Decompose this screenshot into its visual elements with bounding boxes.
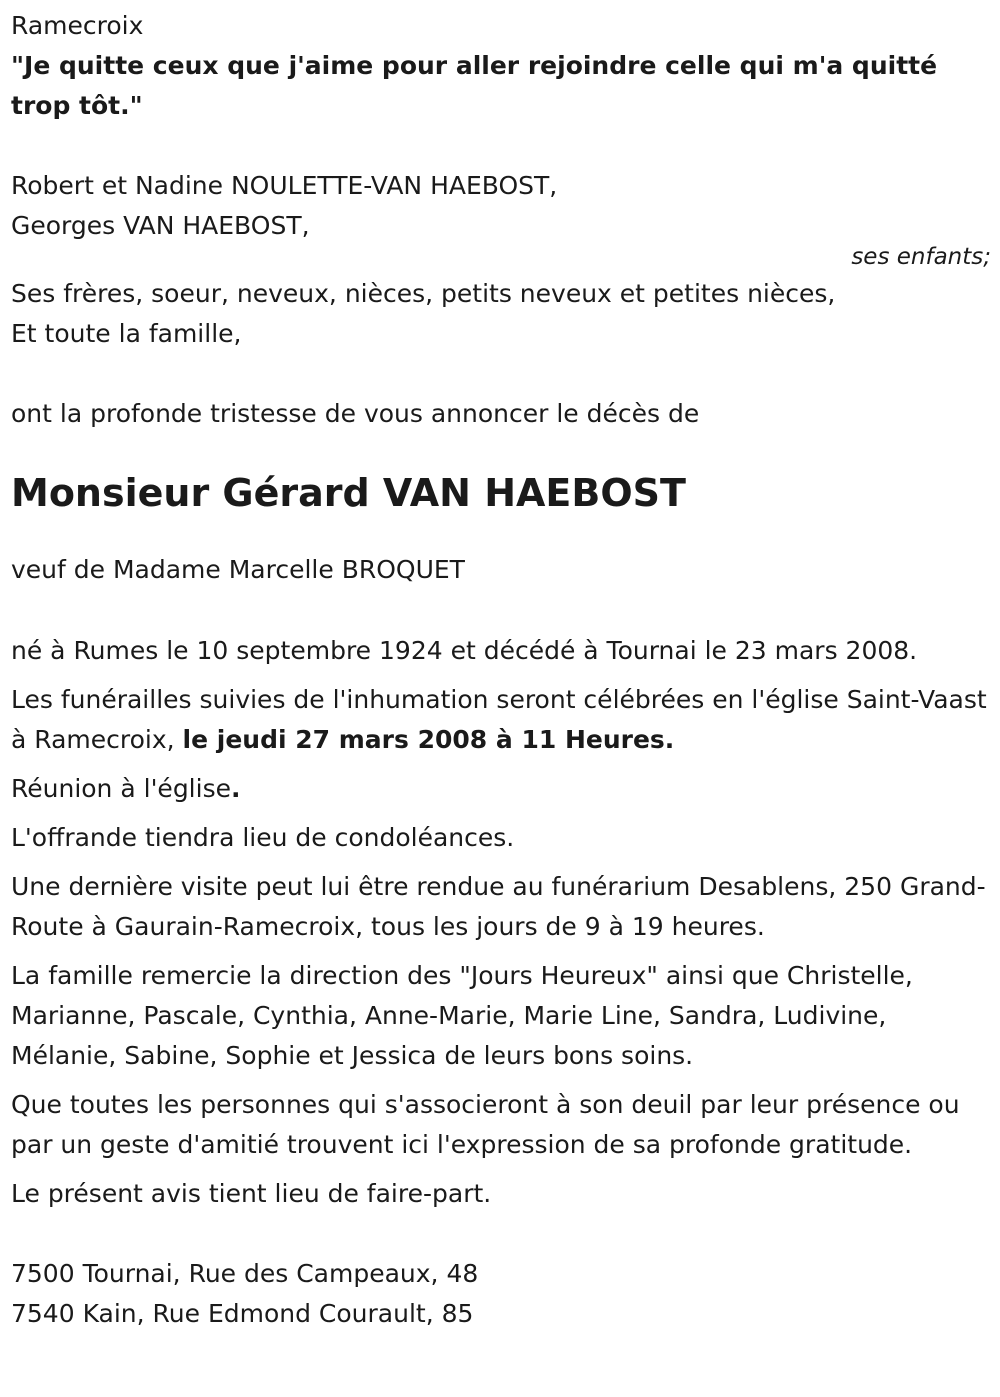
epitaph-quote: "Je quitte ceux que j'aime pour aller rejoindre celle qui m'a quitté trop tôt." bbox=[11, 51, 938, 120]
meeting-label: Réunion à l'église bbox=[11, 774, 231, 803]
spacer bbox=[11, 354, 991, 394]
widow-of-text: veuf de Madame Marcelle BROQUET bbox=[11, 555, 465, 584]
funeral-text: Les funérailles suivies de l'inhumation seront célébrées en l'église Saint-Vaast à Ramecroix, bbox=[11, 685, 987, 754]
address-line-2: 7540 Kain, Rue Edmond Courault, 85 bbox=[11, 1299, 474, 1328]
family-line-siblings: Ses frères, soeur, neveux, nièces, petits neveux et petites nièces, bbox=[11, 279, 836, 308]
spacer bbox=[11, 1214, 991, 1254]
faire-part-notice: Le présent avis tient lieu de faire-part. bbox=[11, 1179, 492, 1208]
deceased-name: Monsieur Gérard VAN HAEBOST bbox=[11, 471, 686, 515]
funeral-date: le jeudi 27 mars 2008 à 11 Heures. bbox=[182, 725, 675, 754]
meeting-period: . bbox=[230, 774, 241, 803]
visit-text: Une dernière visite peut lui être rendue au funérarium Desablens, 250 Grand-Route à Gaurain-Ramecroix, tous les jours de 9 à 19 heures. bbox=[11, 872, 986, 941]
offering-text: L'offrande tiendra lieu de condoléances. bbox=[11, 823, 515, 852]
gratitude-text: Que toutes les personnes qui s'associeront à son deuil par leur présence ou par un geste d'amitié trouvent ici l'expression de sa profonde gratitude. bbox=[11, 1090, 960, 1159]
family-line-children-1: Robert et Nadine NOULETTE-VAN HAEBOST, bbox=[11, 171, 558, 200]
obituary-notice bbox=[11, 6, 991, 1334]
family-line-children-2: Georges VAN HAEBOST, bbox=[11, 211, 310, 240]
children-role-note: ses enfants; bbox=[851, 244, 991, 270]
spacer bbox=[11, 126, 991, 166]
family-line-all: Et toute la famille, bbox=[11, 319, 242, 348]
birth-death-text: né à Rumes le 10 septembre 1924 et décédé à Tournai le 23 mars 2008. bbox=[11, 636, 918, 665]
announcement-text: ont la profonde tristesse de vous annoncer le décès de bbox=[11, 399, 700, 428]
place-heading: Ramecroix bbox=[11, 11, 144, 40]
meeting-text bbox=[11, 769, 991, 809]
address-line-1: 7500 Tournai, Rue des Campeaux, 48 bbox=[11, 1259, 479, 1288]
funeral-details bbox=[11, 680, 991, 760]
thanks-text: La famille remercie la direction des "Jours Heureux" ainsi que Christelle, Marianne, Pascale, Cynthia, Anne-Marie, Marie Line, Sandra, Ludivine, Mélanie, Sabine, Sophie et Jessica de leurs bons soins. bbox=[11, 961, 913, 1070]
